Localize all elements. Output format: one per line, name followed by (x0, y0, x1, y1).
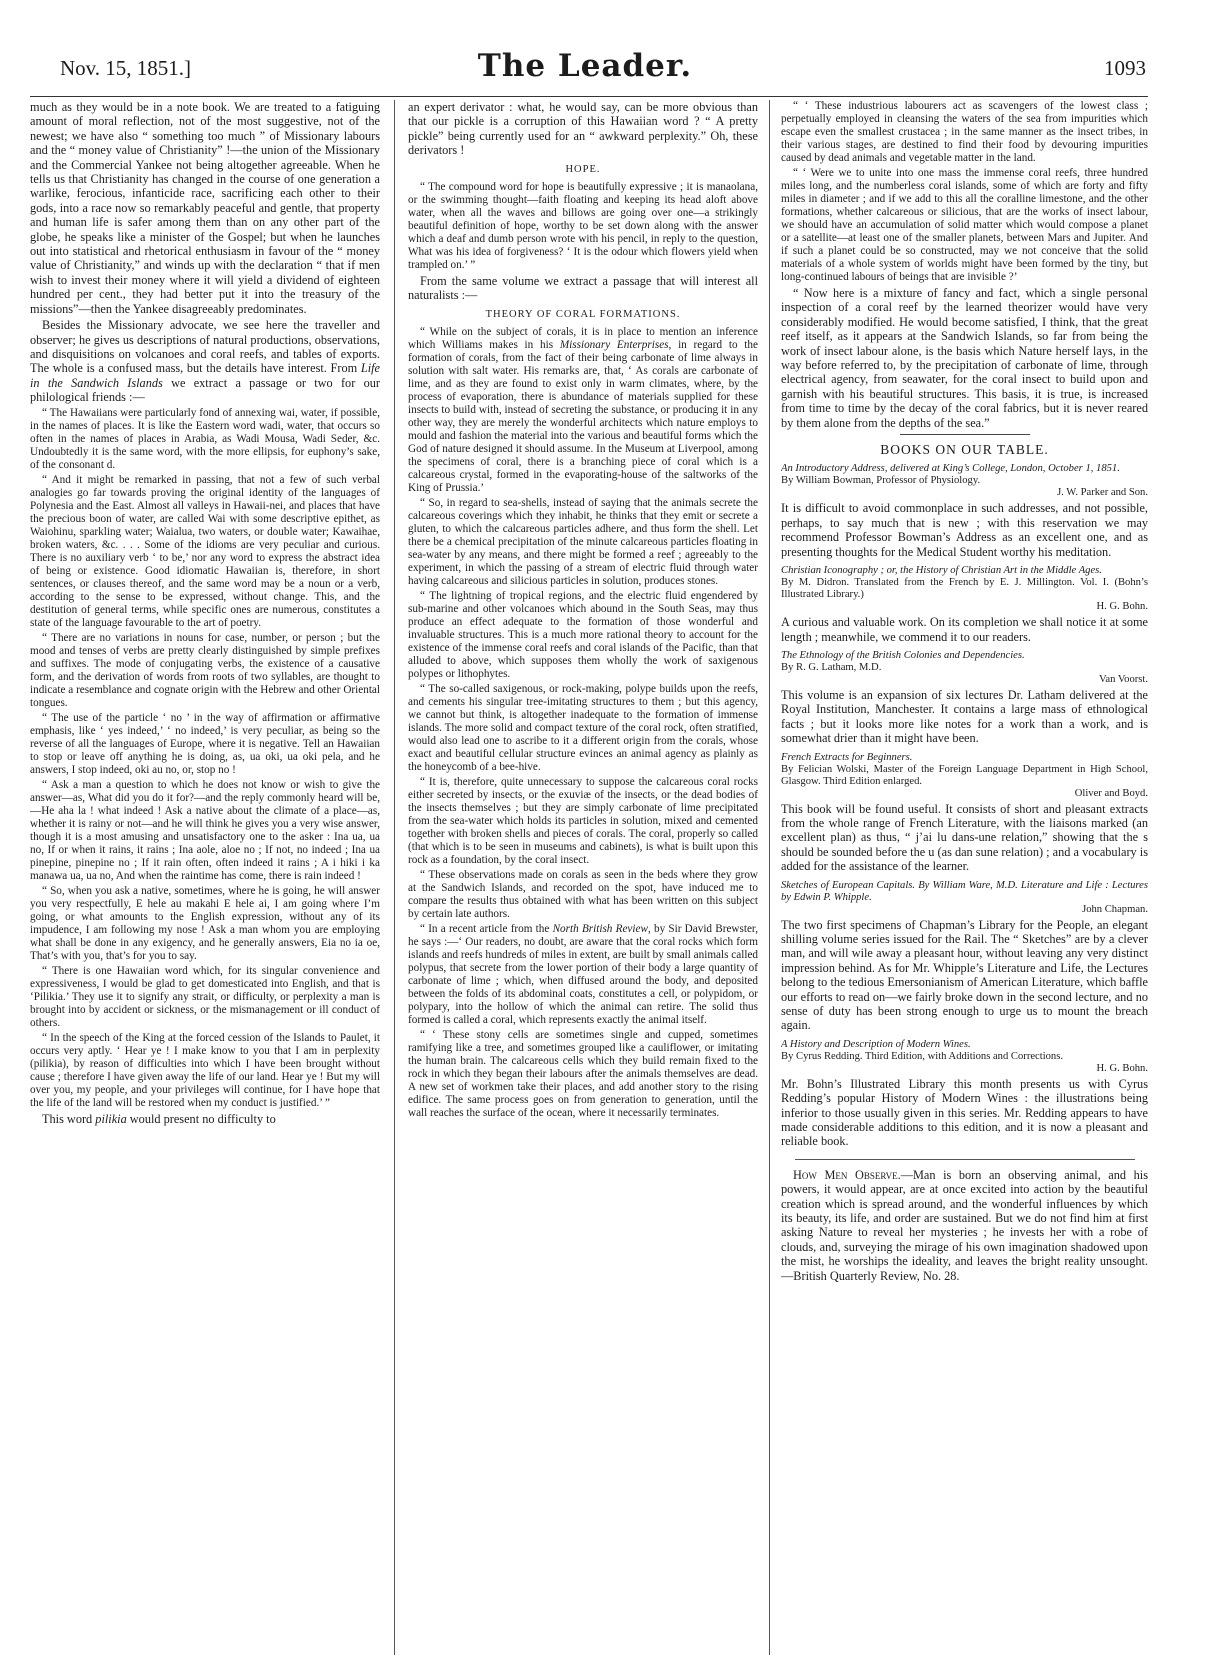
column-2 (408, 100, 758, 1658)
text-run: we extract a passage or two for our philological friends :— (30, 375, 380, 405)
section-heading-coral: THEORY OF CORAL FORMATIONS. (485, 308, 681, 320)
page-number: 1093 (1104, 56, 1146, 80)
paragraph: From the same volume we extract a passage that will interest all naturalists :— (408, 274, 758, 303)
book-title: French Extracts for Beginners. (781, 751, 913, 763)
book-author: By R. G. Latham, M.D. (781, 661, 882, 673)
book-title: Christian Iconography ; or, the History of Christian Art in the Middle Ages. (781, 565, 1102, 577)
book-review (781, 565, 1148, 644)
text-run: would present no difficulty to (126, 1111, 276, 1126)
section-heading-hope: HOPE. (565, 163, 601, 175)
book-author: By Cyrus Redding. Third Edition, with Additions and Corrections. (781, 1050, 1064, 1062)
header-rule (30, 96, 1148, 97)
quote-paragraph: “ So, when you ask a native, sometimes, where he is going, he will answer you very respectfully, E hele au makahi E hele ai, I am going where I’m going, or what amounts to the English expression, without any of its impudence, I am following my nose ! Ask a man whom you are employing what shall be done in any exigency, and he generally answers, Eia no ia oe, That’s with you, that’s for you to say. (30, 884, 380, 962)
column-1 (30, 100, 380, 1658)
book-author: By M. Didron. Translated from the French by E. J. Millington. Vol. I. (Bohn’s Illustrated Library.) (781, 577, 1148, 601)
book-title: The Ethnology of the British Colonies and Dependencies. (781, 649, 1025, 661)
book-review-text: This book will be found useful. It consists of short and pleasant extracts from the whole range of French Literature, with the liaisons marked (an excellent plan) as thus, “ j’ai lu dans-une relation,” showing that the s should be sounded before the u (as dan sune relation) ; and a vocabulary is added for the assistance of the learner. (781, 801, 1148, 874)
paragraph (30, 318, 380, 404)
paragraph: “ Now here is a mixture of fancy and fact, which a single personal inspection of a coral reef by the learned theorizer would have very considerably modified. He would become satisfied, I think, that the great reef itself, as it appears at the Sandwich Islands, so far from being the work of insect labour alone, is the basis which Nature herself lays, in the way before referred to, by the precipitation of carbonate of lime, through electrical agency, from seawater, for the coral insect to build upon and garnish with his beautiful structures. This basis, it is true, is increased from time to time by the decay of the coral fabrics, but it is never reared by them alone from the depths of the sea.” (781, 286, 1148, 430)
masthead-title: The Leader. (477, 48, 693, 84)
book-title: A History and Description of Modern Wines. (781, 1038, 971, 1050)
quote-paragraph: “ The use of the particle ‘ no ’ in the way of affirmation or affirmative emphasis, like ‘ yes indeed,’ ‘ no indeed,’ is very peculiar, as being so the reverse of all the languages of Europe, where it is negative. Tell an Hawaiian to stop or leave off anything he is doing, as, ua oki, ua oki pela, and he answers, I stop indeed, oki au no, or, stop no ! (30, 711, 380, 776)
quote-paragraph: “ ‘ These stony cells are sometimes single and cupped, sometimes ramifying like a tree, and sometimes grouped like a cauliflower, or imitating the human brain. The calcareous cells which they build remain fixed to the rock in which they began their labours after the animals themselves are dead. A new set of workmen take their places, and add another story to the rising edifice. The same process goes on from generation to generation, until the wall reaches the surface of the ocean, where it necessarily terminates. (408, 1029, 758, 1120)
quote-paragraph: “ Ask a man a question to which he does not know or wish to give the answer—as, What did you do it for?—and the reply commonly heard will be,—He aha la ! what indeed ! Ask a native about the climate of a place—as, whether it is rainy or not—and he will think he gives you a very wise answer, though it is a most amusing and unsatisfactory one to the asker : Ina ua, ua no, If or when it rains, it rains ; Ina aole, aloe no ; If not, no indeed ; Ina ua pinepine, pinepine no ; If it rain often, often indeed it rains ; A i hiki i ka manawa ua, ua no, And when the raintime has come, there is rain indeed ! (30, 778, 380, 882)
quote-paragraph (408, 326, 758, 495)
page-header (20, 30, 1150, 84)
book-review (781, 880, 1148, 1033)
book-review-text: It is difficult to avoid commonplace in such addresses, and not possible, perhaps, to say much that is new ; with this reservation we may recommend Professor Bowman’s Address as an excellent one, and as presenting thoughts for the Medical Student worthy his meditation. (781, 501, 1148, 559)
book-review (781, 463, 1148, 559)
quote-paragraph: “ The compound word for hope is beautifully expressive ; it is manaolana, or the swimming thought—faith floating and keeping its head aloft above water, when all the waves and billows are going over one—a strikingly beautiful definition of hope, worthy to be set down along with the answer which a deaf and dumb person wrote with his pencil, in reply to the question, What was his idea of forgiveness? ‘ It is the odour which flowers yield when trampled on.’ ” (408, 181, 758, 272)
book-author: By William Bowman, Professor of Physiology. (781, 475, 981, 487)
quote-paragraph: “ The so-called saxigenous, or rock-making, polype builds upon the reefs, and cements his singular tree-imitating structures to them ; but this agency, we cannot but think, is altogether inadequate to the formation of immense islands. The more solid and compact texture of the coral rock, often stratified, would also lead one to ascribe to it a different origin from the corals, whose exact and beautiful cellular structure evinces an animal agency as plainly as the honeycomb of a bee-hive. (408, 683, 758, 774)
book-review-text: This volume is an expansion of six lectures Dr. Latham delivered at the Royal Institution, Manchester. It contains a large mass of ethnological facts ; but it looks more like notes for a work than a work, and is somewhat drier than it might have been. (781, 687, 1148, 746)
book-review (781, 1039, 1148, 1149)
text-run: Besides the Missionary advocate, we see here the traveller and observer; he gives us descriptions of natural productions, observations, and disquisitions on volcanoes and coral reefs, and tables of exports. The whole is a confused mass, but the details have interest. From (30, 318, 380, 376)
quote-paragraph: “ It is, therefore, quite unnecessary to suppose the calcareous coral rocks either secreted by insects, or the exuviæ of the insects, or the dead bodies of the insects themselves ; but they are simply carbonate of lime precipitated from the sea-water which holds its particles in solution, mixed and cemented together with broken shells and pieces of corals. The coral, properly so called (that which is to be seen in museums and cabinets), is what is built upon this rock as a foundation, by the coral insect. (408, 776, 758, 867)
book-publisher: J. W. Parker and Son. (1057, 487, 1148, 499)
quote-paragraph (408, 923, 758, 1027)
book-review (781, 650, 1148, 746)
journal-title-italic: North British Review (552, 923, 648, 936)
section-rule (795, 1159, 1135, 1160)
quote-paragraph: “ ‘ These industrious labourers act as scavengers of the lowest class ; perpetually employed in cleansing the waters of the sea from impurities which escape even the smallest crustacea ; in the same manner as the insect tribes, in their various stages, are destined to find their food by devouring impurities caused by dead animals and vegetable matter in the land. (781, 100, 1148, 164)
paragraph (30, 1112, 380, 1126)
issue-date: Nov. 15, 1851.] (60, 56, 192, 80)
column-divider (769, 100, 770, 1655)
quote-paragraph: “ ‘ Were we to unite into one mass the immense coral reefs, three hundred miles long, and the numberless coral islands, some of which are forty and fifty miles in diameter ; and if we add to this all the coralline limestone, and the other formations, whether calcareous or silicious, that are the works of insect labour, we should have an accumulation of solid matter which would compose a planet or a satellite—at least one of the smaller planets, between Mars and Jupiter. And if such a planet could be so constructed, may we not conceive that the solid materials of a whole system of worlds might have been formed by the tiny, but long-continued labours of beings that are invisible ?’ (781, 167, 1148, 283)
book-review (781, 752, 1148, 874)
text-run: “ While on the subject of corals, it is in place to mention an inference which Williams makes in his (408, 326, 758, 352)
text-run: , by Sir David Brewster, he says :—‘ Our readers, no doubt, are aware that the coral rocks which form islands and reefs hundreds of miles in extent, are built by small animals called polypus, that secrete from the lower portion of their body a large quantity of carbonate of lime ; which, when diffused around the body, and deposited between the folds of its abdominal coats, constitutes a cell, or polypidom, or polypary, into the hollow of which the animal can retire. The solid thus formed is called a coral, which represents exactly the animal itself. (408, 923, 758, 1027)
book-title-italic: Life in the Sandwich Islands (30, 361, 380, 390)
book-title-italic: Missionary Enterprises (559, 339, 669, 352)
book-publisher: H. G. Bohn. (1096, 1062, 1148, 1074)
quote-paragraph: “ There are no variations in nouns for case, number, or person ; but the mood and tenses of verbs are pretty clearly distinguished by simple prefixes and suffixes. The mode of conjugating verbs, the existence of a causative form, and the derivation of words from roots of two syllables, are thought to indicate a resemblance and cognate origin with the Hebrew and other Oriental tongues. (30, 631, 380, 709)
quote-paragraph: “ In the speech of the King at the forced cession of the Islands to Paulet, it occurs very aptly. ‘ Hear ye ! I make know to you that I am in perplexity (pilikia), by reason of difficulties into which I have been brought without cause ; therefore I have given away the life of our land. Hear ye ! But my will over you, my people, and your privileges will continue, for I have hope that the life of the land will be restored when my conduct is justified.’ ” (30, 1031, 380, 1109)
column-divider (394, 100, 395, 1655)
book-review-text: The two first specimens of Chapman’s Library for the People, an elegant shilling volume series issued for the Rail. The “ Sketches” are by a clever man, and will wile away a pleasant hour, without leaving any very distinct impression behind. As for Mr. Whipple’s Literature and Life, the Lectures belong to the tedious Emersonianism of American Literature, which baffle our efforts to read on—we fairly broke down in the second lecture, and no sense of duty has been strong enough to urge us to mount the breach again. (781, 917, 1148, 1033)
run-in-heading: How Men Observe. (793, 1167, 901, 1182)
book-publisher: Oliver and Boyd. (1074, 787, 1148, 799)
paragraph (781, 1168, 1148, 1283)
book-publisher: John Chapman. (1082, 903, 1148, 915)
book-publisher: H. G. Bohn. (1096, 601, 1148, 613)
text-run: This word (42, 1111, 96, 1126)
quote-paragraph: “ These observations made on corals as seen in the beds where they grow at the Sandwich Islands, and recorded on the spot, have induced me to compare the results thus obtained with what has been written on this subject by certain late authors. (408, 869, 758, 921)
quote-paragraph: “ So, in regard to sea-shells, instead of saying that the animals secrete the calcareous coverings which they inhabit, he thinks that they emit or secrete a gluten, to which the calcareous particles adhere, and thus form the shell. Let there be a chemical precipitation of the minute calcareous particles floating in sea-water by any means, and there might be formed a reef ; agreeably to the experiment, in which the passing of a stream of electric fluid through water having calcareous and silicious particles in solution, produces stones. (408, 497, 758, 588)
text-run: “ In a recent article from the (420, 923, 553, 936)
text-run: , in regard to the formation of corals, from the fact of their being carbonate of lime always in solution with salt water. His remarks are, that, ‘ As corals are carbonate of lime, and as they are found to exist only in warm climates, where, by the process of evaporation, there is abundance of materials supplied for these insects to build with, instead of secreting the substance, or producing it in any other way, they are merely the wonderful architects which nature employs to mould and fashion the material into the various and beautiful forms which the God of nature designed it should assume. In the Museum at Liverpool, among the specimens of coral, there is a branching piece of coral which is a calcareous crystal, formed in the evaporating-house of the saltworks of the King of Prussia.’ (408, 339, 758, 495)
italic-word: pilikia (95, 1111, 127, 1126)
book-publisher: Van Voorst. (1098, 673, 1148, 685)
book-review-text: Mr. Bohn’s Illustrated Library this month presents us with Cyrus Redding’s popular History of Modern Wines : the illustrations being inferior to those usually given in this series. Mr. Redding appears to have made considerable additions to this edition, and it is now a pleasant and reliable book. (781, 1076, 1148, 1149)
column-3 (781, 100, 1148, 1658)
quotation-block (408, 326, 758, 1120)
book-review-text: A curious and valuable work. On its completion we shall notice it at some length ; meanwhile, we commend it to our readers. (781, 615, 1148, 644)
text-run: —Man is born an observing animal, and his powers, it would appear, are at once excited into action by the beautiful creation which is spread around, and the wonderful influences by which its beauty, its life, and order are sustained. But we do not find him at first asking Nature to reveal her mysteries ; he invests her with a robe of clouds, and, surveying the mirage of his own imagination shadowed upon the mist, he worships the ideality, and leaves the bright reality unsought.—British Quarterly Review, No. 28. (781, 1167, 1148, 1283)
quote-paragraph: “ There is one Hawaiian word which, for its singular convenience and expressiveness, I would be glad to get domesticated into English, and that is ‘Pilikia.’ They use it to signify any strait, or difficulty, or perplexity a man is brought into by accident or sickness, or the mismanagement or ill conduct of others. (30, 964, 380, 1029)
book-author: By Felician Wolski, Master of the Foreign Language Department in High School, Glasgow. Third Edition enlarged. (781, 763, 1148, 787)
quote-paragraph: “ The lightning of tropical regions, and the electric fluid engendered by sub-marine and other volcanoes which abound in the South Seas, may thus produce an effect adequate to the formation of those wonderful and invaluable structures. This is a much more rational theory to account for the existence of the immense coral reefs and coral islands of the Pacific, than that alluded to above, which supposes them wholly the work of saxigenous polypes or lithophytes. (408, 590, 758, 681)
quote-paragraph: “ And it might be remarked in passing, that not a few of such verbal analogies go far towards proving the original identity of the languages of Polynesia and the East. Almost all valleys in Hawaii-nei, and places that have the precious boon of water, are called Wai with some descriptive epithet, as Waiohinu, sparkling water; Waialua, two waters, or double water; Kawaihae, broken waters, &c. . . . Some of the idioms are very peculiar and curious. There is no auxiliary verb ‘ to be,’ nor any word to express the abstract idea of being or existence. Good idiomatic Hawaiian is, therefore, in short sentences, or clauses thereof, and the same word may be a noun or a verb, according to the sense to be expressed, without change. This, and the destitution of general terms, while specific ones are numerous, constitutes a state of the language favourable to the art of poetry. (30, 473, 380, 629)
quote-paragraph: “ The Hawaiians were particularly fond of annexing wai, water, if possible, in the names of places. It is like the Eastern word wadi, water, that occurs so often in the names of places in Arabia, as Wadi Mousa, Wadi Seder, &c. Undoubtedly it is the same word, with the more ellipsis, for euphony’s sake, of the consonant d. (30, 406, 380, 471)
section-rule (900, 434, 1030, 435)
quotation-block (781, 100, 1148, 284)
book-title: Sketches of European Capitals. By William Ware, M.D. Literature and Life : Lectures by Edwin P. Whipple. (781, 879, 1148, 903)
paragraph: much as they would be in a note book. We are treated to a fatiguing amount of moral reflection, not of the most suggestive, not of the newest; we have also “ something too much ” of Missionary labours and the “ money value of Christianity” !—the union of the Missionary and the Commercial Yankee not being altogether agreeable. When he tells us that Christianity has changed in the course of one generation a warlike, ferocious, infanticide race, sacrificing each other to their gods, into a race now so remarkably peaceful and gentle, that property and human life is safer among them than on any other part of the globe, he speaks like a minister of the Gospel; but when he launches out into statistical and rhetorical enthusiasm in favour of the “ money value of Christianity,” and winds up with the declaration “ that if men wish to invest their money where it will yield a dividend of eighteen hundred per cent., they had better put it into the treasury of the missions”—then the Yankee disagreeably predominates. (30, 100, 380, 316)
quotation-block (30, 407, 380, 1110)
paragraph: an expert derivator : what, he would say, can be more obvious than that our pickle is a corruption of this Hawaiian word ? “ A pretty pickle” being currently used for an “ awkward perplexity.” Oh, these derivators ! (408, 100, 758, 158)
books-heading: BOOKS ON OUR TABLE. (880, 442, 1049, 458)
book-title: An Introductory Address, delivered at King’s College, London, October 1, 1851. (781, 463, 1120, 475)
